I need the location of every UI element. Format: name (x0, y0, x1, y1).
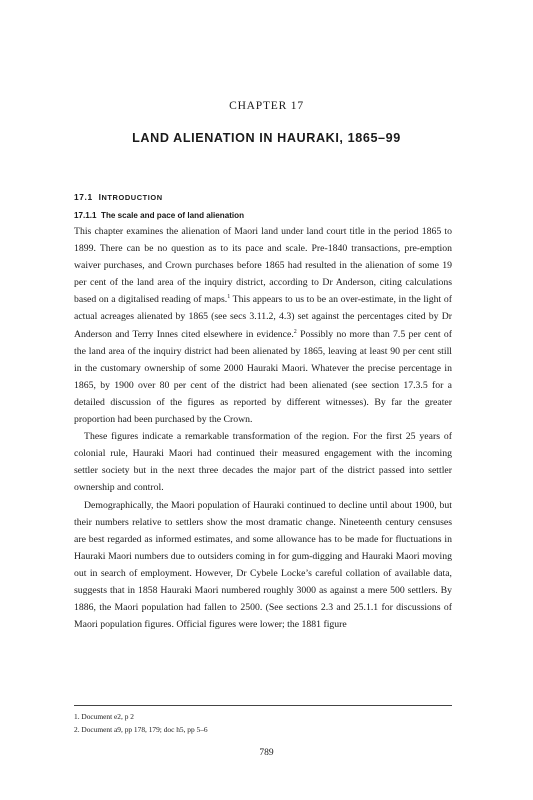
section-title: INTRODUCTION (98, 192, 163, 202)
footnote-1: 1. Document e2, p 2 (74, 712, 134, 721)
subsection-title: The scale and pace of land alienation (101, 211, 245, 220)
footnote-ref-1[interactable]: 1 (227, 294, 231, 301)
footnote-ref-2[interactable]: 2 (293, 328, 297, 335)
subsection-number: 17.1.1 (74, 211, 97, 220)
paragraph-1-part-1: This chapter examines the alienation of Maori land under land court title in the period 1865 to 1899. There can be no question as to its pace and scale. Pre-1840 transactions, pre-emption waiver purchases, and Crown purchases before 1865 had resulted in the alienation of some 19 per cent of the land area of the inquiry district, according to Dr Anderson, citing calculations based on a digitalised reading of maps. (74, 226, 452, 306)
paragraph-1-part-2: This appears to us to be an over-estimate, in the light of actual acreages alienated by 1865 (see secs 3.11.2, 4.3) set against the percentages cited by Dr Anderson and Terry Innes cited elsewhere in evidence. (74, 294, 453, 340)
footnotes (74, 711, 452, 736)
subsection-heading (74, 209, 452, 223)
page-number: 789 (259, 748, 274, 758)
chapter-label: CHAPTER 17 (229, 100, 304, 112)
footnote-divider (74, 705, 452, 706)
paragraph-2: These figures indicate a remarkable transformation of the region. For the first 25 years of colonial rule, Hauraki Maori had continued their measured engagement with the incoming settler society but in the next three decades the major part of the district passed into settler ownership and control. (74, 431, 452, 494)
paragraph-1-part-3: Possibly no more than 7.5 per cent of the land area of the inquiry district had been alienated by 1865, leaving at least 90 per cent still in the customary ownership of some 2000 Hauraki Maori. Whatever the precise percentage in 1865, by 1900 over 80 per cent of the district had been alienated (see section 17.3.5 for a detailed discussion of the figures as reported by different witnesses). By far the greater proportion had been purchased by the Crown. (74, 328, 452, 426)
paragraph-3: Demographically, the Maori population of Hauraki continued to decline until about 1900, but their numbers relative to settlers show the most dramatic change. Nineteenth century censuses are best regarded as informed estimates, and some allowance has to be made for fluctuations in Hauraki Maori numbers due to outsiders coming in for gum-digging and Hauraki Maori moving out in search of employment. However, Dr Cybele Locke’s careful collation of available data, suggests that in 1858 Hauraki Maori numbered roughly 3000 as against a mere 500 settlers. By 1886, the Maori population had fallen to 2500. (See sections 2.3 and 25.1.1 for discussions of Maori population figures. Official figures were lower; the 1881 figure (74, 499, 452, 631)
section-heading (74, 190, 452, 205)
chapter-title: LAND ALIENATION IN HAURAKI, 1865–99 (132, 131, 401, 145)
main-content (74, 190, 452, 633)
paragraph-1 (74, 223, 452, 428)
section-number: 17.1 (74, 192, 93, 202)
footnote-2: 2. Document a9, pp 178, 179; doc h5, pp 5–6 (74, 724, 208, 734)
